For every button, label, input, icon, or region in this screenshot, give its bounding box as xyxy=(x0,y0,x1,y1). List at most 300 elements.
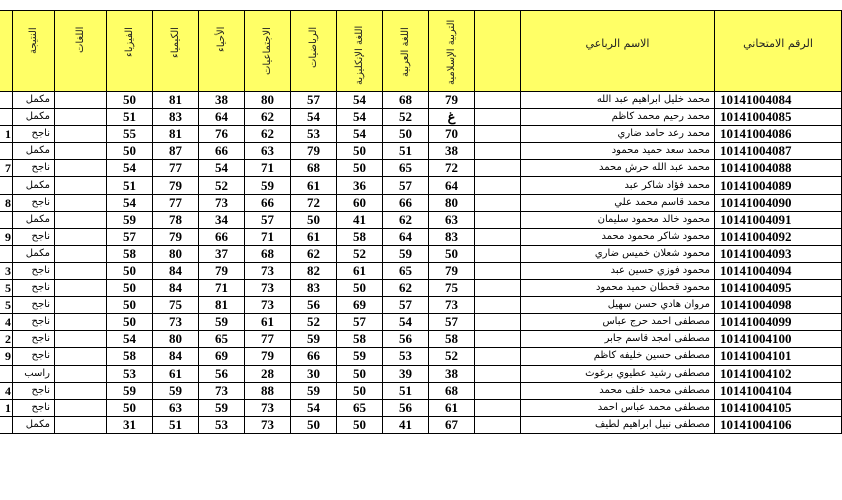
islamic-score-cell: 79 xyxy=(429,262,475,279)
row-edge-cell xyxy=(0,143,13,160)
table-row xyxy=(0,280,842,297)
islamic-score-cell: 50 xyxy=(429,245,475,262)
languages-cell xyxy=(55,109,107,126)
social-score-cell: 66 xyxy=(245,194,291,211)
social-score-cell: 68 xyxy=(245,245,291,262)
extra-cell xyxy=(475,228,521,245)
chemistry-score-cell: 80 xyxy=(153,331,199,348)
english-score-cell: 41 xyxy=(337,211,383,228)
languages-cell xyxy=(55,245,107,262)
student-name-cell: مصطفى امجد قاسم جابر xyxy=(521,331,715,348)
result-cell: مكمل xyxy=(13,92,55,109)
arabic-score-cell: 62 xyxy=(383,280,429,297)
exam-number-cell: 10141004088 xyxy=(715,160,842,177)
arabic-score-cell: 57 xyxy=(383,297,429,314)
header-row xyxy=(0,11,842,92)
result-cell: ناجح xyxy=(13,228,55,245)
result-cell: مكمل xyxy=(13,245,55,262)
table-row xyxy=(0,143,842,160)
extra-cell xyxy=(475,416,521,433)
result-cell: ناجح xyxy=(13,297,55,314)
islamic-score-cell: 38 xyxy=(429,365,475,382)
languages-cell xyxy=(55,382,107,399)
extra-cell xyxy=(475,331,521,348)
languages-cell xyxy=(55,126,107,143)
row-edge-cell: 4 xyxy=(0,314,13,331)
arabic-score-cell: 51 xyxy=(383,143,429,160)
extra-cell xyxy=(475,126,521,143)
math-score-cell: 50 xyxy=(291,211,337,228)
arabic-score-cell: 39 xyxy=(383,365,429,382)
table-row xyxy=(0,92,842,109)
math-score-cell: 61 xyxy=(291,228,337,245)
row-edge-cell: 5 xyxy=(0,297,13,314)
social-score-cell: 73 xyxy=(245,297,291,314)
chemistry-score-cell: 83 xyxy=(153,109,199,126)
extra-cell xyxy=(475,160,521,177)
chemistry-score-cell: 77 xyxy=(153,194,199,211)
extra-cell xyxy=(475,262,521,279)
extra-cell xyxy=(475,143,521,160)
physics-score-cell: 50 xyxy=(107,399,153,416)
extra-cell xyxy=(475,194,521,211)
biology-score-cell: 59 xyxy=(199,314,245,331)
extra-cell xyxy=(475,382,521,399)
islamic-score-cell: 70 xyxy=(429,126,475,143)
arabic-score-cell: 65 xyxy=(383,160,429,177)
english-score-cell: 50 xyxy=(337,416,383,433)
languages-cell xyxy=(55,348,107,365)
social-score-cell: 62 xyxy=(245,109,291,126)
exam-number-cell: 10141004091 xyxy=(715,211,842,228)
math-score-cell: 56 xyxy=(291,297,337,314)
result-cell: ناجح xyxy=(13,399,55,416)
physics-score-cell: 50 xyxy=(107,143,153,160)
result-cell: راسب xyxy=(13,365,55,382)
table-row xyxy=(0,109,842,126)
chemistry-score-cell: 84 xyxy=(153,348,199,365)
arabic-score-cell: 66 xyxy=(383,194,429,211)
header-languages: اللغات xyxy=(55,11,107,92)
arabic-score-cell: 50 xyxy=(383,126,429,143)
english-score-cell: 69 xyxy=(337,297,383,314)
islamic-score-cell: 79 xyxy=(429,92,475,109)
english-score-cell: 50 xyxy=(337,365,383,382)
table-row xyxy=(0,177,842,194)
row-edge-cell xyxy=(0,245,13,262)
result-cell: ناجح xyxy=(13,382,55,399)
math-score-cell: 68 xyxy=(291,160,337,177)
social-score-cell: 28 xyxy=(245,365,291,382)
exam-number-cell: 10141004102 xyxy=(715,365,842,382)
arabic-score-cell: 52 xyxy=(383,109,429,126)
exam-number-cell: 10141004100 xyxy=(715,331,842,348)
biology-score-cell: 69 xyxy=(199,348,245,365)
math-score-cell: 53 xyxy=(291,126,337,143)
arabic-score-cell: 41 xyxy=(383,416,429,433)
biology-score-cell: 52 xyxy=(199,177,245,194)
english-score-cell: 50 xyxy=(337,160,383,177)
biology-score-cell: 56 xyxy=(199,365,245,382)
islamic-score-cell: 61 xyxy=(429,399,475,416)
student-name-cell: محمود خالد محمود سليمان xyxy=(521,211,715,228)
math-score-cell: 30 xyxy=(291,365,337,382)
student-name-cell: مصطفى احمد حرج عباس xyxy=(521,314,715,331)
header-biology: الأحياء xyxy=(199,11,245,92)
biology-score-cell: 66 xyxy=(199,228,245,245)
languages-cell xyxy=(55,297,107,314)
student-name-cell: محمد قاسم محمد علي xyxy=(521,194,715,211)
header-arabic: اللغة العربية xyxy=(383,11,429,92)
exam-number-cell: 10141004092 xyxy=(715,228,842,245)
biology-score-cell: 81 xyxy=(199,297,245,314)
extra-cell xyxy=(475,177,521,194)
social-score-cell: 88 xyxy=(245,382,291,399)
table-row xyxy=(0,262,842,279)
social-score-cell: 73 xyxy=(245,280,291,297)
english-score-cell: 60 xyxy=(337,194,383,211)
student-name-cell: محمود شعلان خميس ضاري xyxy=(521,245,715,262)
header-result: النتيجة xyxy=(13,11,55,92)
exam-number-cell: 10141004106 xyxy=(715,416,842,433)
exam-number-cell: 10141004105 xyxy=(715,399,842,416)
row-edge-cell: 1 xyxy=(0,399,13,416)
extra-cell xyxy=(475,348,521,365)
chemistry-score-cell: 61 xyxy=(153,365,199,382)
chemistry-score-cell: 81 xyxy=(153,126,199,143)
physics-score-cell: 54 xyxy=(107,331,153,348)
row-edge-cell xyxy=(0,365,13,382)
biology-score-cell: 38 xyxy=(199,92,245,109)
physics-score-cell: 50 xyxy=(107,297,153,314)
result-cell: ناجح xyxy=(13,194,55,211)
physics-score-cell: 54 xyxy=(107,160,153,177)
exam-number-cell: 10141004085 xyxy=(715,109,842,126)
extra-cell xyxy=(475,211,521,228)
row-edge-cell: 8 xyxy=(0,194,13,211)
english-score-cell: 36 xyxy=(337,177,383,194)
islamic-score-cell: غ xyxy=(429,109,475,126)
physics-score-cell: 50 xyxy=(107,262,153,279)
header-chemistry: الكيمياء xyxy=(153,11,199,92)
english-score-cell: 52 xyxy=(337,245,383,262)
languages-cell xyxy=(55,228,107,245)
languages-cell xyxy=(55,416,107,433)
islamic-score-cell: 57 xyxy=(429,314,475,331)
result-cell: ناجح xyxy=(13,331,55,348)
row-edge-cell: 2 xyxy=(0,331,13,348)
physics-score-cell: 58 xyxy=(107,245,153,262)
arabic-score-cell: 57 xyxy=(383,177,429,194)
header-math: الرياضيات xyxy=(291,11,337,92)
math-score-cell: 54 xyxy=(291,109,337,126)
math-score-cell: 66 xyxy=(291,348,337,365)
student-name-cell: محمود قحطان حميد محمود xyxy=(521,280,715,297)
biology-score-cell: 54 xyxy=(199,160,245,177)
result-cell: ناجح xyxy=(13,314,55,331)
student-name-cell: محمد فؤاد شاكر عبد xyxy=(521,177,715,194)
biology-score-cell: 73 xyxy=(199,382,245,399)
islamic-score-cell: 58 xyxy=(429,331,475,348)
exam-number-cell: 10141004089 xyxy=(715,177,842,194)
student-name-cell: محمود شاكر محمود محمد xyxy=(521,228,715,245)
extra-cell xyxy=(475,399,521,416)
chemistry-score-cell: 59 xyxy=(153,382,199,399)
arabic-score-cell: 56 xyxy=(383,331,429,348)
table-row xyxy=(0,314,842,331)
header-islamic: التربية الإسلامية xyxy=(429,11,475,92)
islamic-score-cell: 52 xyxy=(429,348,475,365)
table-row xyxy=(0,348,842,365)
row-edge-cell xyxy=(0,416,13,433)
biology-score-cell: 73 xyxy=(199,194,245,211)
arabic-score-cell: 62 xyxy=(383,211,429,228)
exam-number-cell: 10141004098 xyxy=(715,297,842,314)
languages-cell xyxy=(55,262,107,279)
math-score-cell: 57 xyxy=(291,92,337,109)
social-score-cell: 71 xyxy=(245,228,291,245)
islamic-score-cell: 68 xyxy=(429,382,475,399)
biology-score-cell: 76 xyxy=(199,126,245,143)
row-edge-cell xyxy=(0,211,13,228)
exam-number-cell: 10141004087 xyxy=(715,143,842,160)
biology-score-cell: 66 xyxy=(199,143,245,160)
social-score-cell: 62 xyxy=(245,126,291,143)
math-score-cell: 83 xyxy=(291,280,337,297)
islamic-score-cell: 64 xyxy=(429,177,475,194)
social-score-cell: 73 xyxy=(245,416,291,433)
social-score-cell: 79 xyxy=(245,348,291,365)
social-score-cell: 59 xyxy=(245,177,291,194)
arabic-score-cell: 51 xyxy=(383,382,429,399)
student-name-cell: مصطفى حسين خليفه كاظم xyxy=(521,348,715,365)
header-exam-number: الرقم الامتحاني xyxy=(715,11,842,92)
islamic-score-cell: 72 xyxy=(429,160,475,177)
biology-score-cell: 65 xyxy=(199,331,245,348)
row-edge-cell: 9 xyxy=(0,228,13,245)
social-score-cell: 73 xyxy=(245,399,291,416)
extra-cell xyxy=(475,365,521,382)
chemistry-score-cell: 77 xyxy=(153,160,199,177)
results-body xyxy=(0,92,842,434)
exam-number-cell: 10141004086 xyxy=(715,126,842,143)
arabic-score-cell: 68 xyxy=(383,92,429,109)
table-row xyxy=(0,416,842,433)
languages-cell xyxy=(55,280,107,297)
english-score-cell: 58 xyxy=(337,331,383,348)
chemistry-score-cell: 81 xyxy=(153,92,199,109)
math-score-cell: 59 xyxy=(291,331,337,348)
languages-cell xyxy=(55,331,107,348)
arabic-score-cell: 53 xyxy=(383,348,429,365)
islamic-score-cell: 38 xyxy=(429,143,475,160)
result-cell: ناجح xyxy=(13,160,55,177)
english-score-cell: 54 xyxy=(337,126,383,143)
exam-number-cell: 10141004090 xyxy=(715,194,842,211)
result-cell: مكمل xyxy=(13,143,55,160)
student-name-cell: مصطفى محمد عباس احمد xyxy=(521,399,715,416)
social-score-cell: 63 xyxy=(245,143,291,160)
result-cell: مكمل xyxy=(13,416,55,433)
languages-cell xyxy=(55,177,107,194)
physics-score-cell: 59 xyxy=(107,382,153,399)
extra-cell xyxy=(475,314,521,331)
student-name-cell: مصطفى محمد خلف محمد xyxy=(521,382,715,399)
header-name: الاسم الرباعي xyxy=(521,11,715,92)
islamic-score-cell: 75 xyxy=(429,280,475,297)
chemistry-score-cell: 75 xyxy=(153,297,199,314)
table-row xyxy=(0,331,842,348)
row-edge-cell xyxy=(0,109,13,126)
biology-score-cell: 79 xyxy=(199,262,245,279)
result-cell: مكمل xyxy=(13,211,55,228)
social-score-cell: 71 xyxy=(245,160,291,177)
table-row xyxy=(0,211,842,228)
biology-score-cell: 71 xyxy=(199,280,245,297)
biology-score-cell: 34 xyxy=(199,211,245,228)
languages-cell xyxy=(55,211,107,228)
physics-score-cell: 53 xyxy=(107,365,153,382)
student-name-cell: محمد عبد الله حرش محمد xyxy=(521,160,715,177)
social-score-cell: 57 xyxy=(245,211,291,228)
table-row xyxy=(0,382,842,399)
languages-cell xyxy=(55,314,107,331)
chemistry-score-cell: 87 xyxy=(153,143,199,160)
math-score-cell: 54 xyxy=(291,399,337,416)
english-score-cell: 65 xyxy=(337,399,383,416)
arabic-score-cell: 54 xyxy=(383,314,429,331)
english-score-cell: 50 xyxy=(337,143,383,160)
arabic-score-cell: 56 xyxy=(383,399,429,416)
physics-score-cell: 57 xyxy=(107,228,153,245)
physics-score-cell: 54 xyxy=(107,194,153,211)
arabic-score-cell: 59 xyxy=(383,245,429,262)
islamic-score-cell: 73 xyxy=(429,297,475,314)
physics-score-cell: 51 xyxy=(107,109,153,126)
math-score-cell: 82 xyxy=(291,262,337,279)
english-score-cell: 61 xyxy=(337,262,383,279)
physics-score-cell: 50 xyxy=(107,280,153,297)
exam-number-cell: 10141004093 xyxy=(715,245,842,262)
extra-cell xyxy=(475,245,521,262)
biology-score-cell: 59 xyxy=(199,399,245,416)
extra-cell xyxy=(475,297,521,314)
social-score-cell: 77 xyxy=(245,331,291,348)
table-row xyxy=(0,126,842,143)
math-score-cell: 62 xyxy=(291,245,337,262)
header-physics: الفيزياء xyxy=(107,11,153,92)
islamic-score-cell: 63 xyxy=(429,211,475,228)
languages-cell xyxy=(55,143,107,160)
chemistry-score-cell: 79 xyxy=(153,228,199,245)
exam-number-cell: 10141004104 xyxy=(715,382,842,399)
physics-score-cell: 50 xyxy=(107,92,153,109)
row-edge-cell: 1 xyxy=(0,126,13,143)
english-score-cell: 54 xyxy=(337,109,383,126)
row-edge-cell: 4 xyxy=(0,382,13,399)
chemistry-score-cell: 63 xyxy=(153,399,199,416)
physics-score-cell: 58 xyxy=(107,348,153,365)
results-sheet xyxy=(0,10,813,434)
table-row xyxy=(0,365,842,382)
exam-number-cell: 10141004099 xyxy=(715,314,842,331)
english-score-cell: 59 xyxy=(337,348,383,365)
exam-number-cell: 10141004084 xyxy=(715,92,842,109)
chemistry-score-cell: 84 xyxy=(153,280,199,297)
student-name-cell: محمد خليل ابراهيم عبد الله xyxy=(521,92,715,109)
islamic-score-cell: 80 xyxy=(429,194,475,211)
chemistry-score-cell: 51 xyxy=(153,416,199,433)
math-score-cell: 72 xyxy=(291,194,337,211)
chemistry-score-cell: 84 xyxy=(153,262,199,279)
student-name-cell: مروان هادي حسن سهيل xyxy=(521,297,715,314)
table-row xyxy=(0,245,842,262)
english-score-cell: 50 xyxy=(337,280,383,297)
physics-score-cell: 59 xyxy=(107,211,153,228)
physics-score-cell: 50 xyxy=(107,314,153,331)
social-score-cell: 61 xyxy=(245,314,291,331)
table-row xyxy=(0,399,842,416)
row-edge-cell xyxy=(0,177,13,194)
extra-cell xyxy=(475,92,521,109)
math-score-cell: 50 xyxy=(291,416,337,433)
math-score-cell: 61 xyxy=(291,177,337,194)
exam-number-cell: 10141004101 xyxy=(715,348,842,365)
row-edge-cell: 9 xyxy=(0,348,13,365)
student-name-cell: مصطفى رشيد عطيوي برغوث xyxy=(521,365,715,382)
physics-score-cell: 55 xyxy=(107,126,153,143)
chemistry-score-cell: 78 xyxy=(153,211,199,228)
result-cell: مكمل xyxy=(13,177,55,194)
table-row xyxy=(0,297,842,314)
exam-number-cell: 10141004094 xyxy=(715,262,842,279)
math-score-cell: 79 xyxy=(291,143,337,160)
row-edge-cell xyxy=(0,92,13,109)
results-table xyxy=(0,10,842,434)
row-edge-cell: 3 xyxy=(0,262,13,279)
arabic-score-cell: 65 xyxy=(383,262,429,279)
header-social: الاجتماعيات xyxy=(245,11,291,92)
social-score-cell: 80 xyxy=(245,92,291,109)
physics-score-cell: 51 xyxy=(107,177,153,194)
physics-score-cell: 31 xyxy=(107,416,153,433)
math-score-cell: 52 xyxy=(291,314,337,331)
student-name-cell: محمد سعد حميد محمود xyxy=(521,143,715,160)
result-cell: ناجح xyxy=(13,280,55,297)
biology-score-cell: 64 xyxy=(199,109,245,126)
chemistry-score-cell: 79 xyxy=(153,177,199,194)
arabic-score-cell: 64 xyxy=(383,228,429,245)
biology-score-cell: 53 xyxy=(199,416,245,433)
english-score-cell: 50 xyxy=(337,382,383,399)
islamic-score-cell: 67 xyxy=(429,416,475,433)
math-score-cell: 59 xyxy=(291,382,337,399)
social-score-cell: 73 xyxy=(245,262,291,279)
biology-score-cell: 37 xyxy=(199,245,245,262)
row-edge-cell: 5 xyxy=(0,280,13,297)
islamic-score-cell: 83 xyxy=(429,228,475,245)
row-edge-cell: 7 xyxy=(0,160,13,177)
student-name-cell: محمود فوزي حسين عبد xyxy=(521,262,715,279)
header-english: اللغة الإنكليزية xyxy=(337,11,383,92)
result-cell: ناجح xyxy=(13,262,55,279)
header-edge xyxy=(0,11,13,92)
student-name-cell: محمد رحيم محمد كاظم xyxy=(521,109,715,126)
result-cell: ناجح xyxy=(13,348,55,365)
exam-number-cell: 10141004095 xyxy=(715,280,842,297)
result-cell: ناجح xyxy=(13,126,55,143)
english-score-cell: 58 xyxy=(337,228,383,245)
